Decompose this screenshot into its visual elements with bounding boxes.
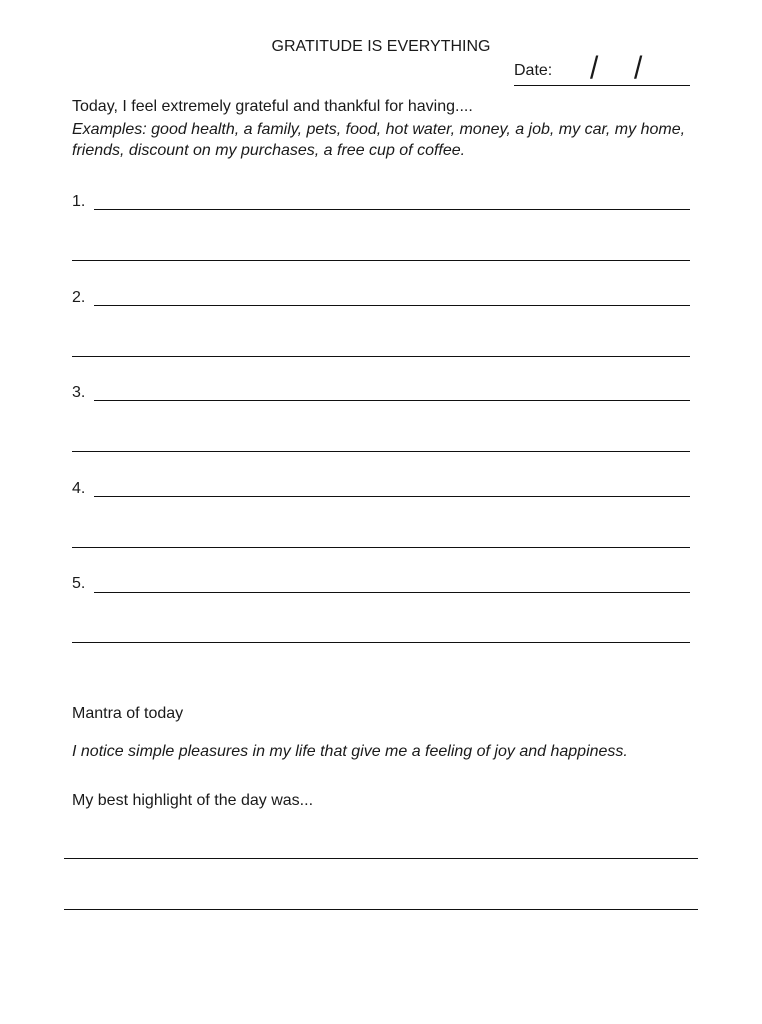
highlight-line[interactable] (64, 909, 698, 910)
entry-line[interactable] (94, 400, 690, 401)
page-title: GRATITUDE IS EVERYTHING (271, 38, 491, 55)
date-separator: / (590, 51, 599, 86)
highlight-prompt: My best highlight of the day was... (72, 792, 314, 809)
entry-line[interactable] (72, 642, 690, 643)
mantra-heading: Mantra of today (72, 705, 184, 722)
entry-line[interactable] (72, 260, 690, 261)
mantra-text: I notice simple pleasures in my life that give me a feeling of joy and happiness. (72, 743, 628, 760)
highlight-line[interactable] (64, 858, 698, 859)
entry-line[interactable] (94, 209, 690, 210)
entry-line[interactable] (94, 305, 690, 306)
entry-number: 3. (72, 384, 86, 401)
entry-number: 1. (72, 193, 86, 210)
entry-line[interactable] (72, 451, 690, 452)
entry-line[interactable] (94, 592, 690, 593)
date-field[interactable] (514, 85, 690, 86)
entry-number: 2. (72, 289, 86, 306)
date-label: Date: (514, 62, 553, 79)
intro-prompt: Today, I feel extremely grateful and thankful for having.... (72, 98, 473, 115)
date-separator: / (634, 51, 643, 86)
entry-number: 5. (72, 575, 86, 592)
examples-text: Examples: good health, a family, pets, food, hot water, money, a job, my car, my home, friends, discount on my purchases, a free cup of coffee. (72, 121, 686, 159)
entry-line[interactable] (94, 496, 690, 497)
entry-line[interactable] (72, 547, 690, 548)
entry-line[interactable] (72, 356, 690, 357)
entry-number: 4. (72, 480, 86, 497)
